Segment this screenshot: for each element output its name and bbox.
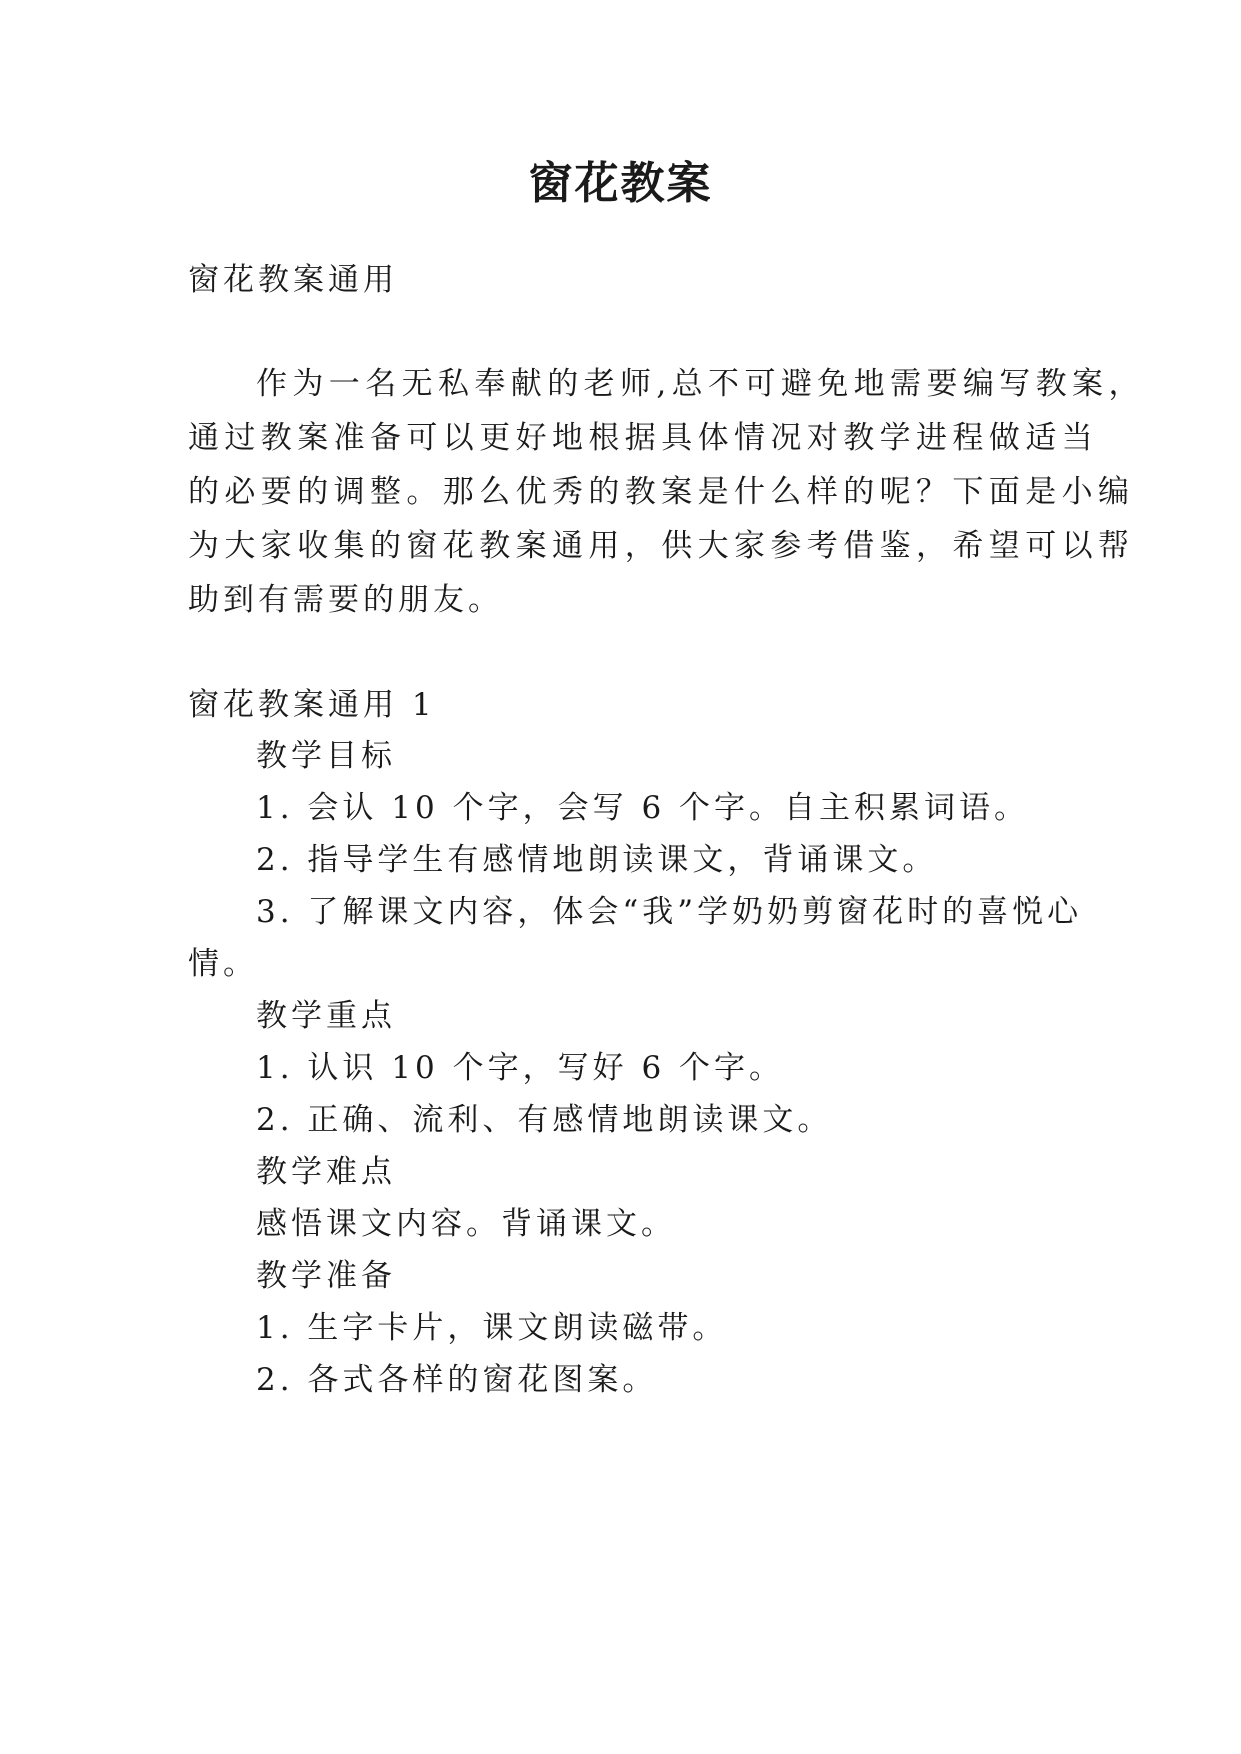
intro-line-5: 助到有需要的朋友。: [188, 582, 503, 618]
objective-item-2: 2. 指导学生有感情地朗读课文，背诵课文。: [256, 842, 938, 878]
document-subtitle: 窗花教案通用: [188, 262, 398, 298]
objective-item-1: 1. 会认 10 个字，会写 6 个字。自主积累词语。: [256, 790, 1030, 826]
key-point-item-2: 2. 正确、流利、有感情地朗读课文。: [256, 1102, 833, 1138]
intro-line-2: 通过教案准备可以更好地根据具体情况对教学进程做适当: [188, 420, 1098, 456]
intro-line-1: 作为一名无私奉献的老师,总不可避免地需要编写教案，: [256, 366, 1145, 402]
preparation-heading: 教学准备: [256, 1258, 396, 1294]
intro-line-3: 的必要的调整。那么优秀的教案是什么样的呢？下面是小编: [188, 474, 1135, 510]
objectives-heading: 教学目标: [256, 738, 396, 774]
section-heading: 窗花教案通用 1: [188, 687, 436, 723]
preparation-item-1: 1. 生字卡片，课文朗读磁带。: [256, 1310, 728, 1346]
difficulty-text: 感悟课文内容。背诵课文。: [256, 1206, 676, 1242]
difficulty-heading: 教学难点: [256, 1154, 396, 1190]
objective-item-3-continued: 情。: [188, 946, 258, 982]
preparation-item-2: 2. 各式各样的窗花图案。: [256, 1362, 658, 1398]
document-title: 窗花教案: [528, 158, 713, 209]
key-point-item-1: 1. 认识 10 个字，写好 6 个字。: [256, 1050, 785, 1086]
intro-line-4: 为大家收集的窗花教案通用，供大家参考借鉴，希望可以帮: [188, 528, 1135, 564]
key-points-heading: 教学重点: [256, 998, 396, 1034]
objective-item-3: 3. 了解课文内容，体会“我”学奶奶剪窗花时的喜悦心: [256, 894, 1083, 930]
